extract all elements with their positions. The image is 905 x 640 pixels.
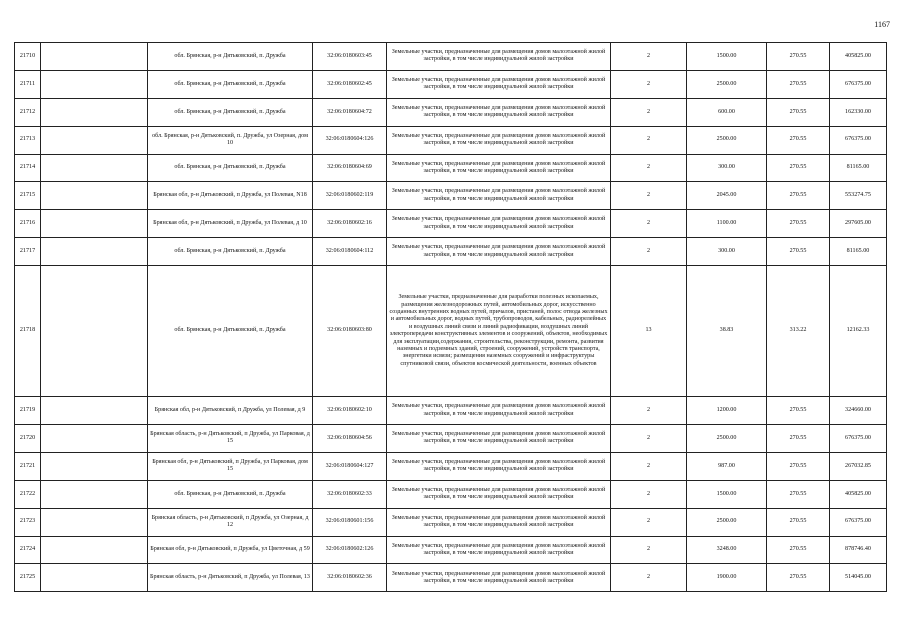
- cell-address: Брянская обл, р-н Дятьковский, п Дружба, ул Парковая, дом 15: [148, 452, 313, 480]
- table-row: [15, 70, 887, 98]
- cell-group: 13: [611, 266, 687, 397]
- cell-area: 1200.00: [687, 397, 767, 425]
- cell-land-use-description: Земельные участки, предназначенные для размещения домов малоэтажной жилой застройки, в том числе индивидуальной жилой застройки: [387, 126, 611, 154]
- cell-address: обл. Брянская, р-н Дятьковский, п. Дружба: [148, 43, 313, 71]
- cell-land-use-description: Земельные участки, предназначенные для размещения домов малоэтажной жилой застройки, в том числе индивидуальной жилой застройки: [387, 210, 611, 238]
- table-row: [15, 536, 887, 564]
- cell-number: 21714: [15, 154, 41, 182]
- cell-empty: [41, 425, 148, 453]
- cell-number: 21715: [15, 182, 41, 210]
- cell-cadastral-number: 32:06:0180604:72: [313, 98, 387, 126]
- cell-cadastral-number: 32:06:0180602:16: [313, 210, 387, 238]
- cell-specific-value: 270.55: [767, 43, 830, 71]
- cell-specific-value: 270.55: [767, 154, 830, 182]
- cell-specific-value: 270.55: [767, 480, 830, 508]
- cell-cadastral-value: 324660.00: [830, 397, 887, 425]
- cell-empty: [41, 452, 148, 480]
- table-row: [15, 126, 887, 154]
- cell-cadastral-value: 162330.00: [830, 98, 887, 126]
- cell-group: 2: [611, 508, 687, 536]
- cell-number: 21717: [15, 238, 41, 266]
- cell-cadastral-number: 32:06:0180602:10: [313, 397, 387, 425]
- cell-group: 2: [611, 210, 687, 238]
- cell-cadastral-value: 81165.00: [830, 238, 887, 266]
- cell-specific-value: 270.55: [767, 126, 830, 154]
- cell-specific-value: 270.55: [767, 98, 830, 126]
- cell-cadastral-number: 32:06:0180602:126: [313, 536, 387, 564]
- cell-area: 2500.00: [687, 508, 767, 536]
- cell-address: Брянская обл, р-н Дятьковский, п Дружба, ул Полевая, д 9: [148, 397, 313, 425]
- cell-area: 2500.00: [687, 70, 767, 98]
- cell-address: Брянская область, р-н Дятьковский, п Дружба, ул Озерная, д 12: [148, 508, 313, 536]
- cell-number: 21721: [15, 452, 41, 480]
- cell-empty: [41, 564, 148, 592]
- cell-group: 2: [611, 98, 687, 126]
- cell-cadastral-value: 405825.00: [830, 480, 887, 508]
- cell-group: 2: [611, 43, 687, 71]
- cell-empty: [41, 238, 148, 266]
- cell-land-use-description: Земельные участки, предназначенные для размещения домов малоэтажной жилой застройки, в том числе индивидуальной жилой застройки: [387, 397, 611, 425]
- cell-number: 21722: [15, 480, 41, 508]
- cell-land-use-description: Земельные участки, предназначенные для размещения домов малоэтажной жилой застройки, в том числе индивидуальной жилой застройки: [387, 238, 611, 266]
- cell-number: 21716: [15, 210, 41, 238]
- cell-group: 2: [611, 425, 687, 453]
- cell-area: 2045.00: [687, 182, 767, 210]
- table-row: [15, 154, 887, 182]
- cell-specific-value: 270.55: [767, 210, 830, 238]
- cell-area: 2500.00: [687, 425, 767, 453]
- cell-address: обл. Брянская, р-н Дятьковский, п. Дружба: [148, 154, 313, 182]
- cell-cadastral-number: 32:06:0180601:156: [313, 508, 387, 536]
- cell-specific-value: 313.22: [767, 266, 830, 397]
- cell-cadastral-value: 514045.00: [830, 564, 887, 592]
- cell-empty: [41, 98, 148, 126]
- cell-cadastral-number: 32:06:0180602:119: [313, 182, 387, 210]
- cell-address: обл. Брянская, р-н Дятьковский, п. Дружба: [148, 238, 313, 266]
- cell-cadastral-number: 32:06:0180604:112: [313, 238, 387, 266]
- cell-area: 300.00: [687, 154, 767, 182]
- table-row: [15, 425, 887, 453]
- table-row: [15, 564, 887, 592]
- cell-area: 987.00: [687, 452, 767, 480]
- cell-cadastral-value: 297605.00: [830, 210, 887, 238]
- cell-group: 2: [611, 238, 687, 266]
- cell-group: 2: [611, 182, 687, 210]
- cell-specific-value: 270.55: [767, 238, 830, 266]
- cell-cadastral-value: 405825.00: [830, 43, 887, 71]
- cell-cadastral-number: 32:06:0180604:56: [313, 425, 387, 453]
- cell-cadastral-number: 32:06:0180602:33: [313, 480, 387, 508]
- table-row: [15, 238, 887, 266]
- cell-land-use-description: Земельные участки, предназначенные для размещения домов малоэтажной жилой застройки, в том числе индивидуальной жилой застройки: [387, 480, 611, 508]
- cell-number: 21710: [15, 43, 41, 71]
- cell-specific-value: 270.55: [767, 508, 830, 536]
- cell-empty: [41, 182, 148, 210]
- cell-specific-value: 270.55: [767, 70, 830, 98]
- cell-cadastral-number: 32:06:0180602:36: [313, 564, 387, 592]
- cell-number: 21713: [15, 126, 41, 154]
- cell-land-use-description: Земельные участки, предназначенные для размещения домов малоэтажной жилой застройки, в том числе индивидуальной жилой застройки: [387, 98, 611, 126]
- cell-number: 21711: [15, 70, 41, 98]
- cell-area: 38.83: [687, 266, 767, 397]
- cell-cadastral-number: 32:06:0180604:126: [313, 126, 387, 154]
- table-row: [15, 480, 887, 508]
- cell-specific-value: 270.55: [767, 425, 830, 453]
- cell-number: 21725: [15, 564, 41, 592]
- table-row: [15, 508, 887, 536]
- cell-specific-value: 270.55: [767, 182, 830, 210]
- cell-land-use-description: Земельные участки, предназначенные для размещения домов малоэтажной жилой застройки, в том числе индивидуальной жилой застройки: [387, 154, 611, 182]
- cell-group: 2: [611, 70, 687, 98]
- table-row: [15, 182, 887, 210]
- cell-area: 600.00: [687, 98, 767, 126]
- cell-land-use-description: Земельные участки, предназначенные для размещения домов малоэтажной жилой застройки, в том числе индивидуальной жилой застройки: [387, 452, 611, 480]
- cell-address: обл. Брянская, р-н Дятьковский, п. Дружба, ул Озерная, дом 10: [148, 126, 313, 154]
- cell-number: 21720: [15, 425, 41, 453]
- cell-address: обл. Брянская, р-н Дятьковский, п. Дружба: [148, 266, 313, 397]
- cell-address: обл. Брянская, р-н Дятьковский, п. Дружба: [148, 98, 313, 126]
- cell-group: 2: [611, 480, 687, 508]
- cell-empty: [41, 536, 148, 564]
- cell-number: 21723: [15, 508, 41, 536]
- cell-address: Брянская обл, р-н Дятьковский, п Дружба, ул Полевая, N18: [148, 182, 313, 210]
- cell-cadastral-number: 32:06:0180604:127: [313, 452, 387, 480]
- cell-cadastral-value: 12162.33: [830, 266, 887, 397]
- table-row: [15, 98, 887, 126]
- cell-cadastral-value: 676375.00: [830, 126, 887, 154]
- cell-empty: [41, 508, 148, 536]
- cell-area: 2500.00: [687, 126, 767, 154]
- table-row: [15, 452, 887, 480]
- cell-cadastral-value: 267032.85: [830, 452, 887, 480]
- cell-empty: [41, 480, 148, 508]
- cell-cadastral-value: 553274.75: [830, 182, 887, 210]
- page-number: 1167: [874, 20, 890, 29]
- cell-cadastral-value: 878746.40: [830, 536, 887, 564]
- cell-group: 2: [611, 564, 687, 592]
- cell-cadastral-value: 676375.00: [830, 70, 887, 98]
- cadastral-value-table: [14, 42, 887, 592]
- table-row: [15, 43, 887, 71]
- cell-group: 2: [611, 536, 687, 564]
- cell-group: 2: [611, 452, 687, 480]
- cell-specific-value: 270.55: [767, 536, 830, 564]
- cell-empty: [41, 126, 148, 154]
- cell-area: 1100.00: [687, 210, 767, 238]
- cell-specific-value: 270.55: [767, 564, 830, 592]
- cell-land-use-description: Земельные участки, предназначенные для разработки полезных ископаемых, размещения железнодорожных путей, автомобильных дорог, искусственно созданных внутренних водных путей, причалов, пристаней, полос отвода железных и автомобильных дорог, водных путей, трубопроводов, кабельных, радиорелейных и воздушных линий связи и линий радиофикации, воздушных линий электропередачи конструктивных элементов и сооружений, объектов, необходимых для эксплуатации,содержания, строительства, реконструкции, ремонта, развития наземных и подземных зданий, строений, сооружений, устройств транспорта, энергетики исвязи; размещения наземных сооружений и инфраструктуры спутниковой связи, объектов космической деятельности, военных объектов: [387, 266, 611, 397]
- cell-cadastral-number: 32:06:0180603:45: [313, 43, 387, 71]
- cell-cadastral-value: 81165.00: [830, 154, 887, 182]
- cell-empty: [41, 266, 148, 397]
- cell-area: 3248.00: [687, 536, 767, 564]
- cell-group: 2: [611, 397, 687, 425]
- cell-cadastral-value: 676375.00: [830, 508, 887, 536]
- cell-empty: [41, 397, 148, 425]
- cell-cadastral-value: 676375.00: [830, 425, 887, 453]
- cell-empty: [41, 43, 148, 71]
- cell-group: 2: [611, 154, 687, 182]
- cell-address: обл. Брянская, р-н Дятьковский, п. Дружба: [148, 70, 313, 98]
- cell-specific-value: 270.55: [767, 397, 830, 425]
- cell-area: 300.00: [687, 238, 767, 266]
- table-row: [15, 266, 887, 397]
- cell-empty: [41, 210, 148, 238]
- cell-empty: [41, 70, 148, 98]
- cell-land-use-description: Земельные участки, предназначенные для размещения домов малоэтажной жилой застройки, в том числе индивидуальной жилой застройки: [387, 182, 611, 210]
- cell-address: Брянская обл, р-н Дятьковский, п Дружба, ул Полевая, д 10: [148, 210, 313, 238]
- cell-number: 21719: [15, 397, 41, 425]
- cell-number: 21718: [15, 266, 41, 397]
- cell-group: 2: [611, 126, 687, 154]
- cell-address: обл. Брянская, р-н Дятьковский, п. Дружба: [148, 480, 313, 508]
- cell-number: 21724: [15, 536, 41, 564]
- cell-land-use-description: Земельные участки, предназначенные для размещения домов малоэтажной жилой застройки, в том числе индивидуальной жилой застройки: [387, 70, 611, 98]
- cell-empty: [41, 154, 148, 182]
- cell-number: 21712: [15, 98, 41, 126]
- cell-specific-value: 270.55: [767, 452, 830, 480]
- cell-cadastral-number: 32:06:0180604:69: [313, 154, 387, 182]
- cell-area: 1900.00: [687, 564, 767, 592]
- cell-land-use-description: Земельные участки, предназначенные для размещения домов малоэтажной жилой застройки, в том числе индивидуальной жилой застройки: [387, 425, 611, 453]
- cell-cadastral-number: 32:06:0180602:45: [313, 70, 387, 98]
- cell-land-use-description: Земельные участки, предназначенные для размещения домов малоэтажной жилой застройки, в том числе индивидуальной жилой застройки: [387, 43, 611, 71]
- cell-land-use-description: Земельные участки, предназначенные для размещения домов малоэтажной жилой застройки, в том числе индивидуальной жилой застройки: [387, 564, 611, 592]
- cell-land-use-description: Земельные участки, предназначенные для размещения домов малоэтажной жилой застройки, в том числе индивидуальной жилой застройки: [387, 508, 611, 536]
- cell-address: Брянская область, р-н Дятьковский, п Дружба, ул Полевая, 13: [148, 564, 313, 592]
- cell-area: 1500.00: [687, 43, 767, 71]
- cell-cadastral-number: 32:06:0180603:80: [313, 266, 387, 397]
- table-row: [15, 210, 887, 238]
- cell-address: Брянская область, р-н Дятьковский, п Дружба, ул Парковая, д 15: [148, 425, 313, 453]
- table-row: [15, 397, 887, 425]
- cell-address: Брянская обл, р-н Дятьковский, п Дружба, ул Цветочная, д 59: [148, 536, 313, 564]
- cell-area: 1500.00: [687, 480, 767, 508]
- cell-land-use-description: Земельные участки, предназначенные для размещения домов малоэтажной жилой застройки, в том числе индивидуальной жилой застройки: [387, 536, 611, 564]
